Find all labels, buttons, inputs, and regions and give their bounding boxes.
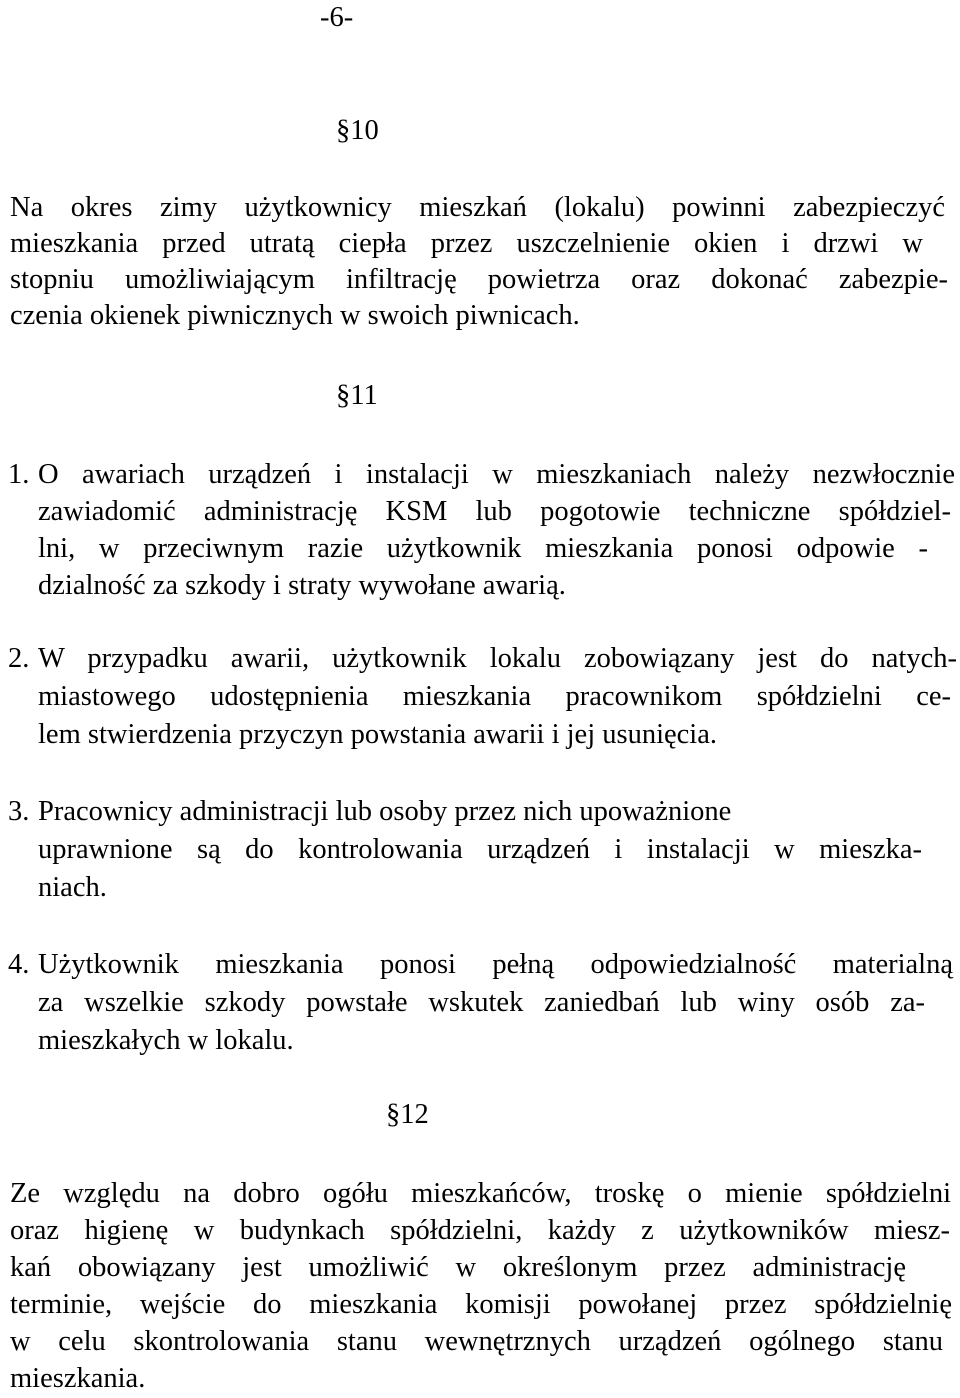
item-4-line-2: za wszelkie szkody powstałe wskutek zaniedbań lub winy osób za- <box>38 987 925 1018</box>
item-3-line-3: niach. <box>38 872 107 903</box>
item-number-2: 2. <box>8 643 30 674</box>
section-10-line-4: czenia okienek piwnicznych w swoich piwnicach. <box>10 300 580 331</box>
section-12-line-3: kań obowiązany jest umożliwić w określonym przez administrację <box>10 1252 906 1283</box>
item-1-line-1: O awariach urządzeń i instalacji w mieszkaniach należy nezwłocznie <box>38 459 955 490</box>
item-2-line-1: W przypadku awarii, użytkownik lokalu zobowiązany jest do natych- <box>38 643 957 674</box>
page-number: -6- <box>320 2 354 33</box>
item-4-line-1: Użytkownik mieszkania ponosi pełną odpowiedzialność materialną <box>38 949 953 980</box>
section-heading-12: §12 <box>386 1099 429 1130</box>
section-10-line-1: Na okres zimy użytkownicy mieszkań (lokalu) powinni zabezpieczyć <box>10 192 945 223</box>
item-number-4: 4. <box>8 949 30 980</box>
item-3-line-1: Pracownicy administracji lub osoby przez nich upoważnione <box>38 796 732 827</box>
item-2-line-3: lem stwierdzenia przyczyn powstania awarii i jej usunięcia. <box>38 719 717 750</box>
section-12-line-5: w celu skontrolowania stanu wewnętrznych urządzeń ogólnego stanu <box>10 1326 943 1357</box>
item-1-line-3: lni, w przeciwnym razie użytkownik mieszkania ponosi odpowie - <box>38 533 928 564</box>
item-1-line-4: dzialność za szkody i straty wywołane awarią. <box>38 570 566 601</box>
section-heading-10: §10 <box>336 115 379 146</box>
section-heading-11: §11 <box>336 380 378 411</box>
section-12-line-1: Ze względu na dobro ogółu mieszkańców, troskę o mienie spółdzielni <box>10 1178 951 1209</box>
section-10-line-2: mieszkania przed utratą ciepła przez uszczelnienie okien i drzwi w <box>10 228 923 259</box>
item-1-line-2: zawiadomić administrację KSM lub pogotowie techniczne spółdziel- <box>38 496 951 527</box>
section-10-line-3: stopniu umożliwiającym infiltrację powietrza oraz dokonać zabezpie- <box>10 264 948 295</box>
item-2-line-2: miastowego udostępnienia mieszkania pracownikom spółdzielni ce- <box>38 681 951 712</box>
section-12-line-6: mieszkania. <box>10 1363 146 1394</box>
section-12-line-2: oraz higienę w budynkach spółdzielni, każdy z użytkowników miesz- <box>10 1215 950 1246</box>
item-number-1: 1. <box>8 459 30 490</box>
item-number-3: 3. <box>8 796 30 827</box>
item-3-line-2: uprawnione są do kontrolowania urządzeń i instalacji w mieszka- <box>38 834 922 865</box>
item-4-line-3: mieszkałych w lokalu. <box>38 1025 294 1056</box>
section-12-line-4: terminie, wejście do mieszkania komisji powołanej przez spółdzielnię <box>10 1289 952 1320</box>
